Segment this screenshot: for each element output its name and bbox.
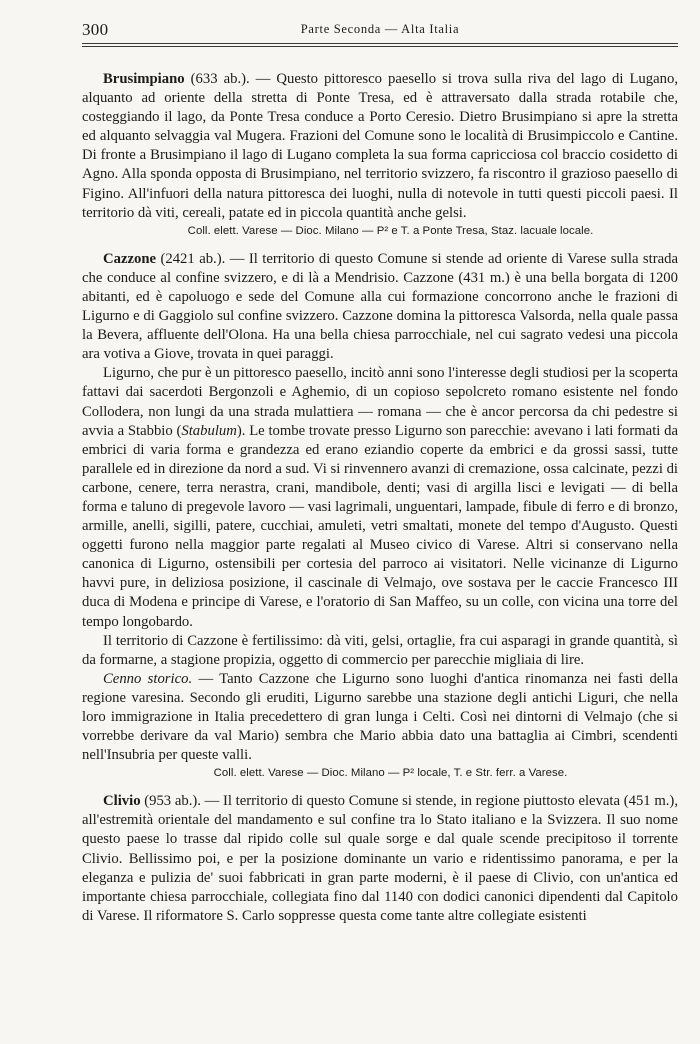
page-body: [82, 70, 678, 926]
paragraph-text: ). Le tombe trovate presso: [236, 422, 391, 439]
header-rule: [82, 43, 678, 47]
paragraph-text: — Tanto Cazzone che Ligurno sono luoghi d'antica rinomanza nei fasti della regione varesina. Secondo gli eruditi, Ligurno sarebbe una stazione degli antichi Liguri, che nella loro immigrazione in Italia precedettero di gran lunga i Celti. Così nei dintorni di Velmajo (che si vorrebbe derivare da val Mario) sembra che Mario abbia dato una battaglia ai Cimbri, scendenti nell'Insubria per queste valli.: [82, 670, 678, 764]
entry-cazzone: [82, 250, 678, 365]
italic-stabulum: Stabulum: [181, 422, 237, 439]
paragraph-text: (2421 ab.). — Il territorio di questo Comune si stende ad oriente di Varese sulla strada che conduce al confine svizzero, e di là a Mendrisio. Cazzone (431 m.) è una bella borgata di 1200 abitanti, ed è capoluogo e sede del Comune alla cui formazione concorrono anche le frazioni di Ligurno e di Gaggiolo sul confine svizzero. Cazzone domina la pittoresca Valsorda, nella quale passa la Bevera, affluente dell'Olona. Ha una bella chiesa parrocchiale, nel cui sagrato vedesi una piccola ara votiva a Giove, trovata in quei paraggi.: [82, 250, 678, 363]
italic-cenno-storico: Cenno storico.: [103, 670, 193, 687]
running-head: [82, 18, 678, 42]
entry-title: Clivio: [103, 793, 141, 810]
entry-spacer: [82, 781, 678, 792]
paragraph-cenno-storico: [82, 670, 678, 765]
collegio-line: Coll. elett. Varese — Dioc. Milano — P² locale, T. e Str. ferr. a Varese.: [213, 767, 568, 780]
paragraph-territorio: Il territorio di Cazzone è fertilissimo: dà viti, gelsi, ortaglie, fra cui asparagi in grande quantità, sì da formarne, a stagione propizia, oggetto di commercio per parecchie migliaia di lire.: [82, 632, 678, 668]
entry-clivio: [82, 792, 678, 926]
entry-spacer: [82, 239, 678, 250]
entry-title: Cazzone: [103, 250, 157, 267]
paragraph-ligurno: [82, 364, 678, 631]
paragraph-text: (633 ab.). — Questo pittoresco paesello si trova sulla riva del lago di Lugano, alquanto ad oriente della stretta di Ponte Tresa, ed è attraversato dalla strada rotabile che, costeggiando il lago, da Ponte Tresa conduce a Porto Ceresio. Dietro Brusimpiano si apre la stretta ed alquanto selvaggia val Mugera. Frazioni del Comune sono le località di Brusimpiccolo e Cantine. Di fronte a Brusimpiano il lago di Lugano completa la sua forma capricciosa col braccio cosidetto di Agno. Alla sponda opposta di Brusimpiano, nel territorio svizzero, fa riscontro il grazioso paesello di Figino. All'infuori della natura pittoresca dei luoghi, nulla di notevole in tutti questi piccoli paesi. Il territorio dà viti, cereali, patate ed in piccola quantità anche gelsi.: [82, 71, 678, 221]
page-number: 300: [82, 20, 109, 39]
paragraph-text: Ligurno, che pur è un pittoresco paesello, incitò anni sono l'interesse degli studiosi per la scoperta fattavi dai sacerdoti Bergonzoli e Aghemio, di un copioso sepolcreto romano esistente nel fondo Collodera, non lungi da una strada mulattiera — romana — che è ancor percorsa da chi pedestre si avvia a Stabbio (: [82, 365, 678, 439]
running-title: Parte Seconda — Alta Italia: [300, 22, 460, 36]
paragraph-text: Ligurno son parecchie: avevano i lati formati da embrici di varia forma e grandezza ed erano eziandio coperte da embrici e da grossi sassi, tutte parallele ed in direzione da nord a sud. Vi si rinvennero avanzi di cremazione, ossa calcinate, pezzi di carbone, cenere, terra nerastra, crani, mandibole, denti; vasi di argilla lisci e levigati — di bella forma e taluno di pregevole lavoro — vasi lagrimali, unguentari, lampade, fibule di ferro e di bronzo, armille, anelli, sigilli, patere, cucchiai, amuleti, vetri smaltati, monete del tempo d'Augusto. Questi oggetti furono nella maggior parte regalati al Museo civico di Varese. Altri si conservano nella canonica di Ligurno, ostensibili per cortesia del parroco ai visitatori. Nelle vicinanze di Ligurno havvi pure, in deliziosa posizione, il cascinale di Velmajo, ove sostava per le caccie Francesco III duca di Modena e principe di Varese, e l'oratorio di San Maffeo, su un colle, con vicina una torre del tempo longobardo.: [82, 422, 678, 630]
entry-title: Brusimpiano: [103, 71, 185, 87]
collegio-line: Coll. elett. Varese — Dioc. Milano — P² e T. a Ponte Tresa, Staz. lacuale locale.: [187, 224, 594, 237]
entry-brusimpiano: [82, 70, 678, 223]
paragraph-text: (953 ab.). — Il territorio di questo Comune si stende, in regione piuttosto elevata (451 m.), all'estremità orientale del mandamento e sul confine tra lo Stato italiano e la Svizzera. Il suo nome questo paese lo trasse dal ripido colle sul quale sorge e dal quale scende precipitoso il torrente Clivio. Bellissimo poi, e per la posizione dominante un vario e ridentissimo panorama, e per la eleganza e pulizia de' suoi fabbricati in gran parte moderni, è il paese di Clivio, con un'antica ed importante chiesa parrocchiale, collegiata fino dal 1140 con dodici canonici dipendenti dal Capitolo di Varese. Il riformatore S. Carlo soppresse questa come tante altre collegiate esistenti: [82, 793, 678, 924]
